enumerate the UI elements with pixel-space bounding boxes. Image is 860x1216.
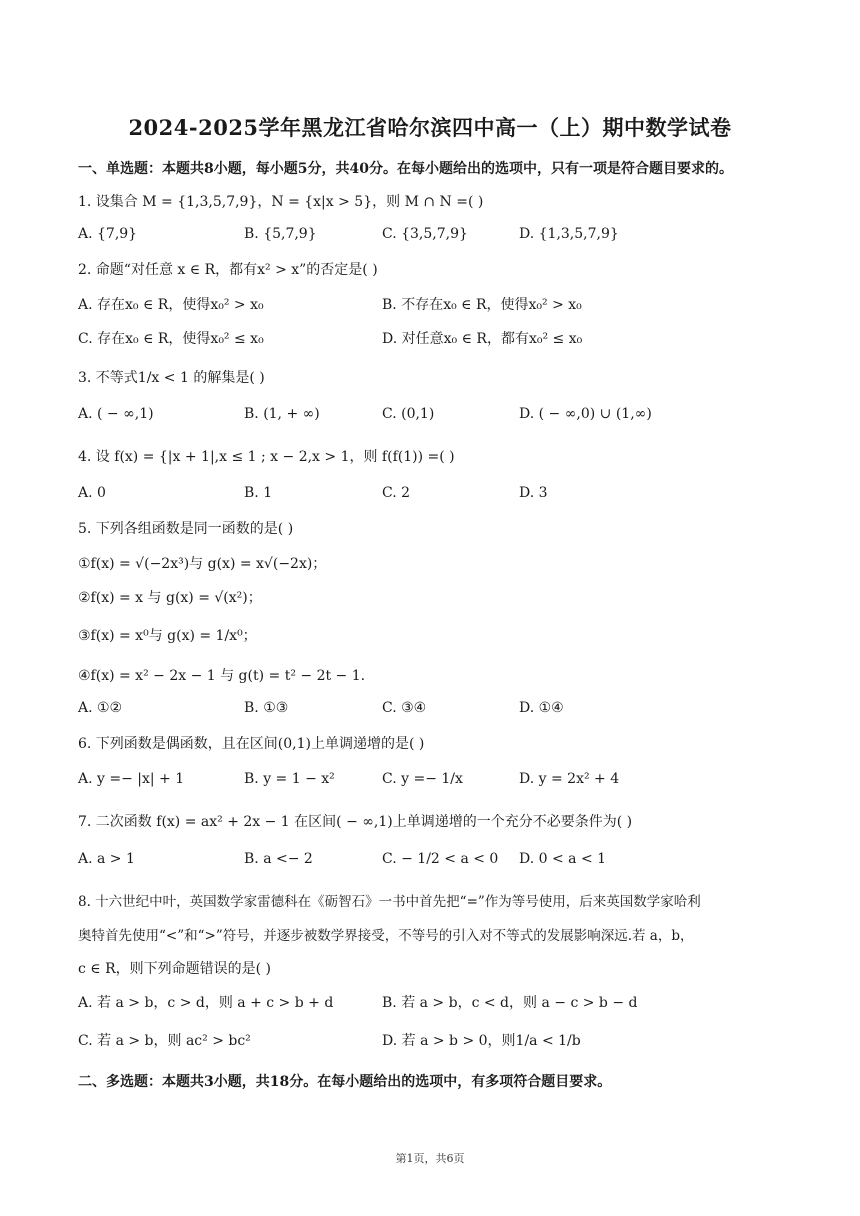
page-footer: 第1页，共6页 bbox=[395, 1152, 465, 1165]
question-5-item-2: ②f(x) = x 与 g(x) = √(x²)； bbox=[78, 590, 262, 606]
question-8-stem-line-1: 8. 十六世纪中叶，英国数学家雷德科在《砺智石》一书中首先把“=”作为等号使用，后来英国数学家哈利 bbox=[78, 894, 701, 910]
question-2-option-d: D. 对任意x₀ ∈ R，都有x₀² ≤ x₀ bbox=[382, 331, 583, 347]
question-3-option-a: A. ( − ∞,1) bbox=[78, 406, 154, 422]
question-1-option-b: B. {5,7,9} bbox=[244, 226, 317, 242]
question-1-option-d: D. {1,3,5,7,9} bbox=[519, 226, 619, 242]
question-6-option-b: B. y = 1 − x² bbox=[244, 771, 335, 787]
question-8-option-d: D. 若 a > b > 0，则1/a < 1/b bbox=[382, 1033, 581, 1049]
question-6-stem: 6. 下列函数是偶函数，且在区间(0,1)上单调递增的是( ) bbox=[78, 736, 425, 752]
question-7-option-c: C. − 1/2 < a < 0 bbox=[382, 851, 499, 867]
question-4-option-d: D. 3 bbox=[519, 485, 548, 501]
question-2-option-a: A. 存在x₀ ∈ R，使得x₀² > x₀ bbox=[78, 297, 264, 313]
question-4-stem: 4. 设 f(x) = {|x + 1|,x ≤ 1 ; x − 2,x > 1，则 f(f(1)) =( ) bbox=[78, 449, 455, 465]
question-5-option-d: D. ①④ bbox=[519, 700, 564, 716]
question-5-option-c: C. ③④ bbox=[382, 700, 427, 716]
question-1-option-a: A. {7,9} bbox=[78, 226, 138, 242]
section-heading-multiple-choice: 二、多选题：本题共3小题，共18分。在每小题给出的选项中，有多项符合题目要求。 bbox=[78, 1074, 612, 1090]
question-8-stem-line-3: c ∈ R，则下列命题错误的是( ) bbox=[78, 961, 272, 977]
question-8-option-b: B. 若 a > b，c < d，则 a − c > b − d bbox=[382, 995, 638, 1011]
question-7-option-a: A. a > 1 bbox=[78, 851, 135, 867]
question-1-option-c: C. {3,5,7,9} bbox=[382, 226, 468, 242]
question-4-option-c: C. 2 bbox=[382, 485, 411, 501]
question-5-item-1: ①f(x) = √(−2x³)与 g(x) = x√(−2x)； bbox=[78, 556, 327, 572]
question-3-option-b: B. (1, + ∞) bbox=[244, 406, 320, 422]
question-8-option-c: C. 若 a > b，则 ac² > bc² bbox=[78, 1033, 251, 1049]
page-title: 2024-2025学年黑龙江省哈尔滨四中高一（上）期中数学试卷 bbox=[128, 115, 732, 140]
question-6-option-d: D. y = 2x² + 4 bbox=[519, 771, 620, 787]
question-5-option-a: A. ①② bbox=[78, 700, 123, 716]
question-4-option-a: A. 0 bbox=[78, 485, 106, 501]
question-7-stem: 7. 二次函数 f(x) = ax² + 2x − 1 在区间( − ∞,1)上单调递增的一个充分不必要条件为( ) bbox=[78, 814, 633, 830]
question-8-stem-line-2: 奥特首先使用“<”和“>”符号，并逐步被数学界接受，不等号的引入对不等式的发展影响深远.若 a，b， bbox=[78, 928, 694, 944]
question-6-option-a: A. y =− |x| + 1 bbox=[78, 771, 185, 787]
question-2-stem: 2. 命题“对任意 x ∈ R，都有x² > x”的否定是( ) bbox=[78, 262, 378, 278]
question-1-stem: 1. 设集合 M = {1,3,5,7,9}，N = {x|x > 5}，则 M ∩ N =( ) bbox=[78, 194, 484, 210]
question-3-stem: 3. 不等式1/x < 1 的解集是( ) bbox=[78, 370, 265, 386]
question-7-option-b: B. a <− 2 bbox=[244, 851, 313, 867]
question-5-item-4: ④f(x) = x² − 2x − 1 与 g(t) = t² − 2t − 1. bbox=[78, 668, 366, 684]
question-3-option-d: D. ( − ∞,0) ∪ (1,∞) bbox=[519, 406, 652, 422]
section-heading-single-choice: 一、单选题：本题共8小题，每小题5分，共40分。在每小题给出的选项中，只有一项是符合题目要求的。 bbox=[78, 161, 733, 177]
question-5-stem: 5. 下列各组函数是同一函数的是( ) bbox=[78, 521, 294, 537]
question-4-option-b: B. 1 bbox=[244, 485, 273, 501]
question-6-option-c: C. y =− 1/x bbox=[382, 771, 463, 787]
question-5-option-b: B. ①③ bbox=[244, 700, 289, 716]
question-2-option-b: B. 不存在x₀ ∈ R，使得x₀² > x₀ bbox=[382, 297, 582, 313]
question-7-option-d: D. 0 < a < 1 bbox=[519, 851, 607, 867]
question-8-option-a: A. 若 a > b，c > d，则 a + c > b + d bbox=[78, 995, 334, 1011]
question-5-item-3: ③f(x) = x⁰与 g(x) = 1/x⁰； bbox=[78, 628, 257, 644]
question-3-option-c: C. (0,1) bbox=[382, 406, 435, 422]
question-2-option-c: C. 存在x₀ ∈ R，使得x₀² ≤ x₀ bbox=[78, 331, 264, 347]
